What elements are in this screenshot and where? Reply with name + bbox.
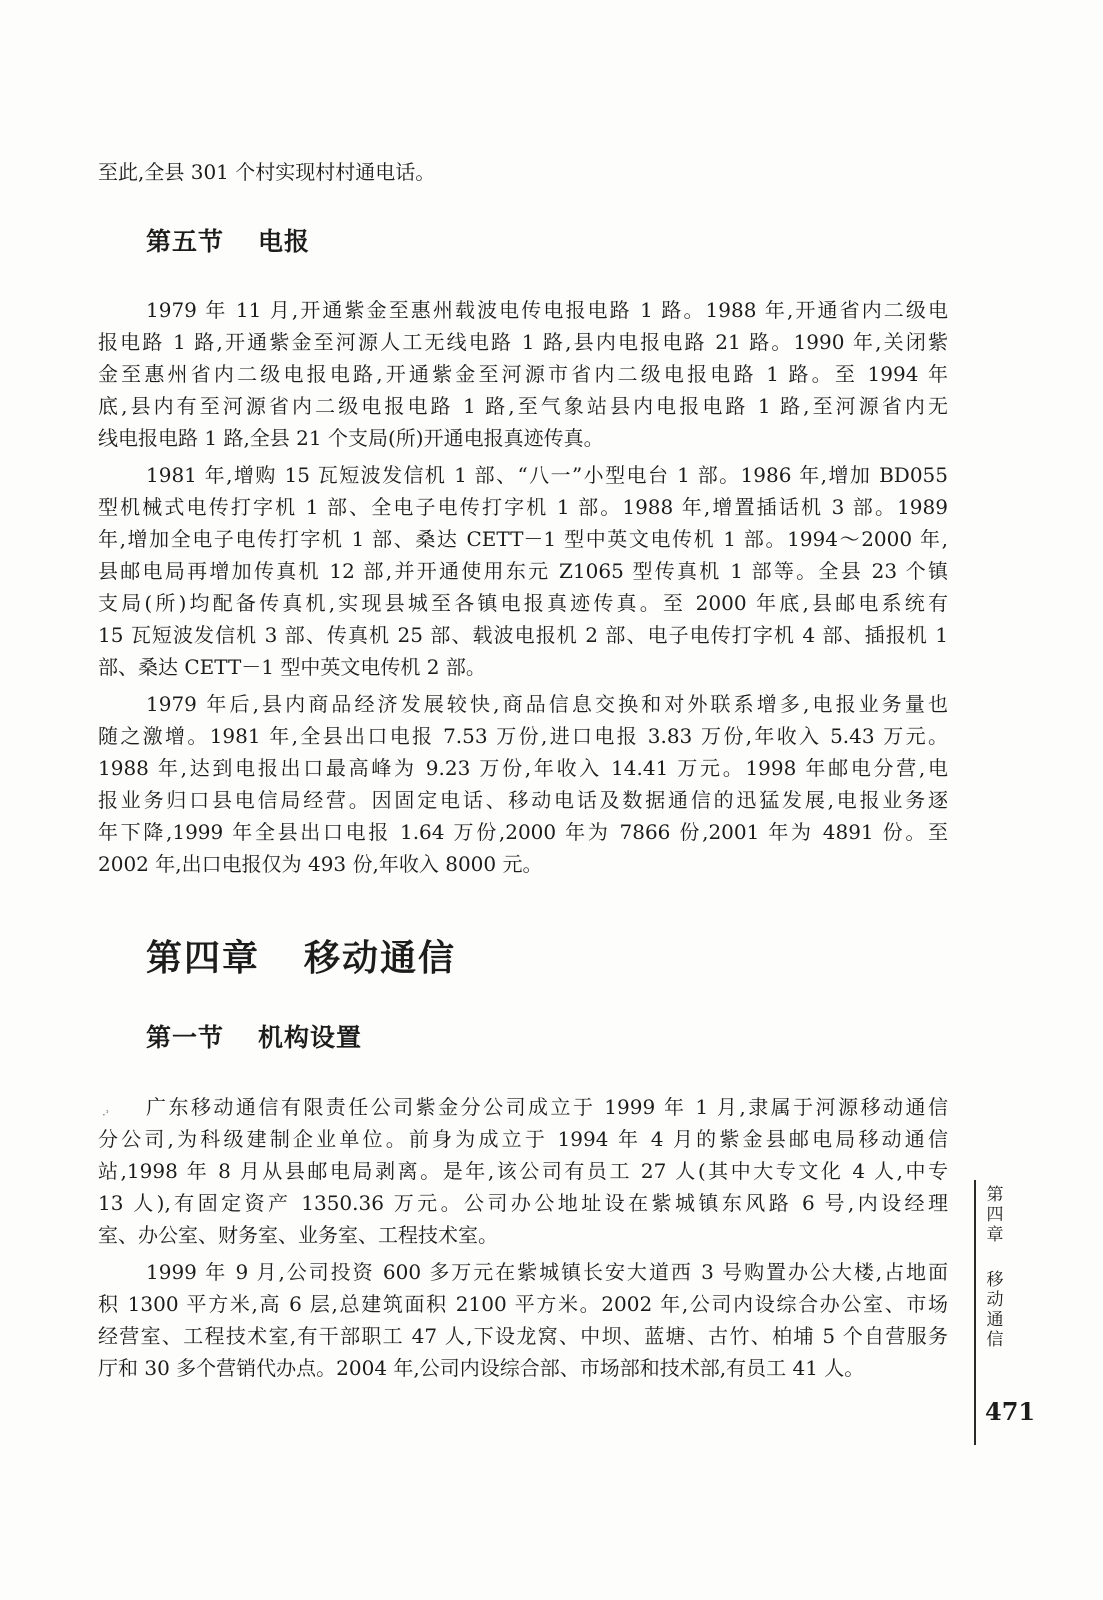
section-title: 机构设置 <box>258 1023 363 1052</box>
paragraph-line: 报业务归口县电信局经营。因固定电话、移动电话及数据通信的迅猛发展,电报业务逐 <box>98 788 948 812</box>
paragraph-line: 1979 年后,县内商品经济发展较快,商品信息交换和对外联系增多,电报业务量也 <box>146 692 948 716</box>
scan-mark: ·ʾ <box>102 1108 110 1122</box>
paragraph-line: 报电路 1 路,开通紫金至河源人工无线电路 1 路,县内电报电路 21 路。1990 年,关闭紫 <box>98 330 948 354</box>
paragraph-line: 1988 年,达到电报出口最高峰为 9.23 万份,年收入 14.41 万元。1998 年邮电分营,电 <box>98 756 948 780</box>
paragraph-line: 县邮电局再增加传真机 12 部,并开通使用东元 Z1065 型传真机 1 部等。全县 23 个镇 <box>98 559 948 583</box>
running-head-title: 移动通信 <box>986 1270 1004 1350</box>
paragraph-line: 金至惠州省内二级电报电路,开通紫金至河源市省内二级电报电路 1 路。至 1994 年 <box>98 362 948 386</box>
section-one-heading <box>146 1022 362 1054</box>
intro-line: 至此,全县 301 个村实现村村通电话。 <box>98 160 436 184</box>
paragraph-line: 底,县内有至河源省内二级电报电路 1 路,至气象站县内电报电路 1 路,至河源省内无 <box>98 394 948 418</box>
paragraph-line: 支局(所)均配备传真机,实现县城至各镇电报真迹传真。至 2000 年底,县邮电系统有 <box>98 591 948 615</box>
paragraph-line: 广东移动通信有限责任公司紫金分公司成立于 1999 年 1 月,隶属于河源移动通信 <box>146 1095 948 1119</box>
page-number: 471 <box>985 1397 1036 1426</box>
chapter-title: 移动通信 <box>304 937 457 979</box>
paragraph-line: 分公司,为科级建制企业单位。前身为成立于 1994 年 4 月的紫金县邮电局移动通信 <box>98 1127 948 1151</box>
paragraph-line: 1981 年,增购 15 瓦短波发信机 1 部、“八一”小型电台 1 部。1986 年,增加 BD055 <box>146 463 948 487</box>
paragraph-line: 15 瓦短波发信机 3 部、传真机 25 部、载波电报机 2 部、电子电传打字机 4 部、插报机 1 <box>98 623 948 647</box>
paragraph-line: 1979 年 11 月,开通紫金至惠州载波电传电报电路 1 路。1988 年,开通省内二级电 <box>146 298 948 322</box>
paragraph-line: 部、桑达 CETT－1 型中英文电传机 2 部。 <box>98 655 486 679</box>
section-five-heading <box>146 226 310 258</box>
margin-rule <box>974 1180 976 1445</box>
running-head-chapter: 第四章 <box>986 1185 1004 1245</box>
paragraph-line: 13 人),有固定资产 1350.36 万元。公司办公地址设在紫城镇东风路 6 号,内设经理 <box>98 1191 948 1215</box>
paragraph-line: 线电报电路 1 路,全县 21 个支局(所)开通电报真迹传真。 <box>98 426 604 450</box>
section-number: 第五节 <box>146 227 225 256</box>
paragraph-line: 经营室、工程技术室,有干部职工 47 人,下设龙窝、中坝、蓝塘、古竹、柏埔 5 个自营服务 <box>98 1324 948 1348</box>
paragraph-line: 随之激增。1981 年,全县出口电报 7.53 万份,进口电报 3.83 万份,年收入 5.43 万元。 <box>98 724 948 748</box>
paragraph-line: 室、办公室、财务室、业务室、工程技术室。 <box>98 1223 498 1247</box>
paragraph-line: 厅和 30 多个营销代办点。2004 年,公司内设综合部、市场部和技术部,有员工 41 人。 <box>98 1356 865 1380</box>
paragraph-line: 年下降,1999 年全县出口电报 1.64 万份,2000 年为 7866 份,2001 年为 4891 份。至 <box>98 820 948 844</box>
paragraph-line: 年,增加全电子电传打字机 1 部、桑达 CETT－1 型中英文电传机 1 部。1994～2000 年, <box>98 527 948 551</box>
section-title: 电报 <box>258 227 311 256</box>
paragraph-line: 积 1300 平方米,高 6 层,总建筑面积 2100 平方米。2002 年,公司内设综合办公室、市场 <box>98 1292 948 1316</box>
chapter-number: 第四章 <box>146 937 261 979</box>
paragraph-line: 2002 年,出口电报仅为 493 份,年收入 8000 元。 <box>98 852 543 876</box>
paragraph-line: 站,1998 年 8 月从县邮电局剥离。是年,该公司有员工 27 人(其中大专文化 4 人,中专 <box>98 1159 948 1183</box>
chapter-four-heading <box>146 936 456 980</box>
paragraph-line: 型机械式电传打字机 1 部、全电子电传打字机 1 部。1988 年,增置插话机 3 部。1989 <box>98 495 948 519</box>
paragraph-line: 1999 年 9 月,公司投资 600 多万元在紫城镇长安大道西 3 号购置办公大楼,占地面 <box>146 1260 948 1284</box>
section-number: 第一节 <box>146 1023 225 1052</box>
